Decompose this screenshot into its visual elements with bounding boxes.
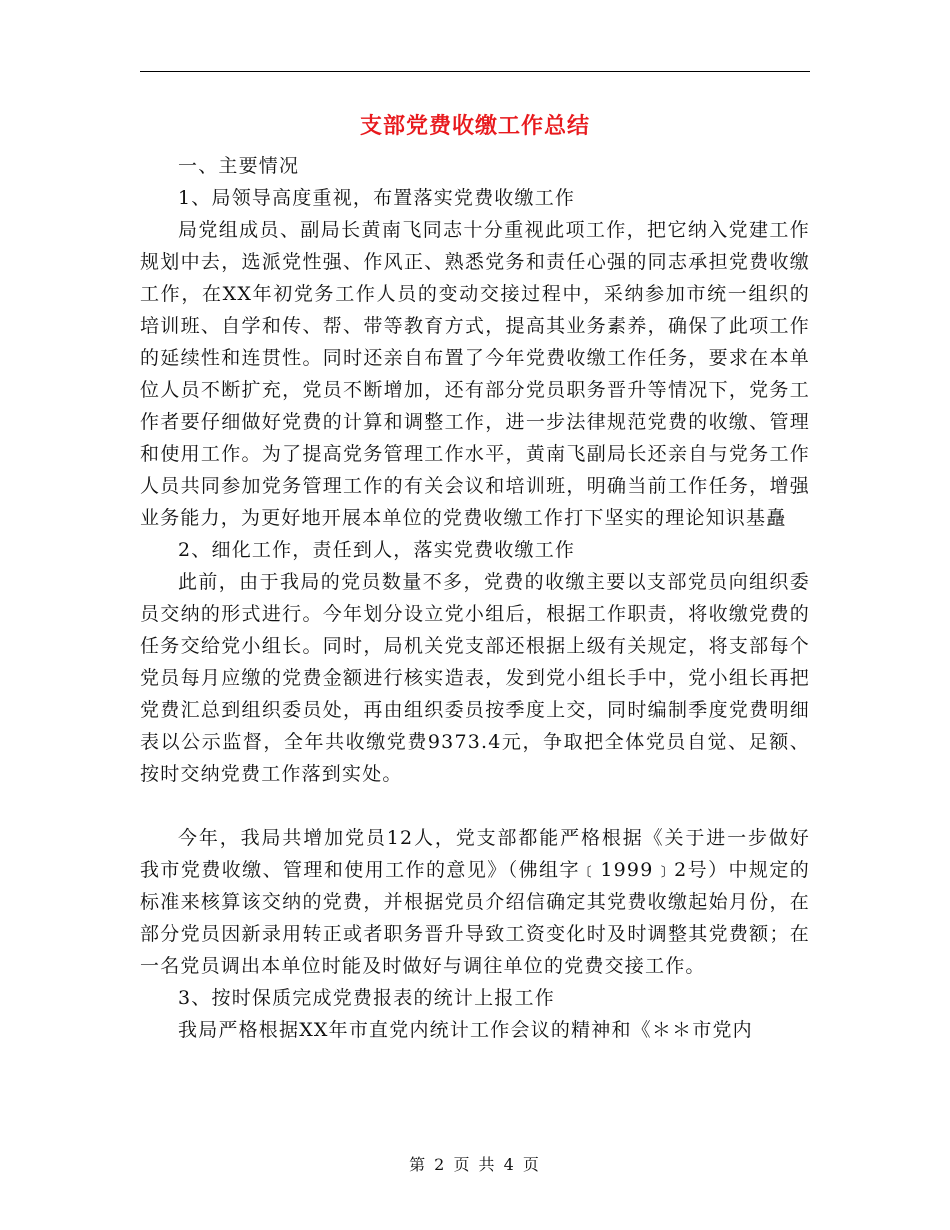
document-title: 支部党费收缴工作总结 [359, 113, 590, 139]
paragraph: 此前，由于我局的党员数量不多，党费的收缴主要以支部党员向组织委员交纳的形式进行。今年划分设立党小组后，根据工作职责，将收缴党费的任务交给党小组长。同时，局机关党支部还根据上级有关规定，将支部每个党员每月应缴的党费金额进行核实造表，发到党小组长手中，党小组长再把党费汇总到组织委员处，再由组织委员按季度上交，同时编制季度党费明细表以公示监督，全年共收缴党费9373.4元，争取把全体党员自觉、足额、按时交纳党费工作落到实处。 [140, 571, 810, 785]
subheading-1: 1、局领导高度重视，布置落实党费收缴工作 [178, 187, 576, 209]
paragraph: 我局严格根据XX年市直党内统计工作会议的精神和《＊＊市党内 [178, 1019, 753, 1041]
subheading-2: 2、细化工作，责任到人，落实党费收缴工作 [178, 539, 576, 561]
paragraph: 局党组成员、副局长黄南飞同志十分重视此项工作，把它纳入党建工作规划中去，选派党性强、作风正、熟悉党务和责任心强的同志承担党费收缴工作，在XX年初党务工作人员的变动交接过程中，采纳参加市统一组织的培训班、自学和传、帮、带等教育方式，提高其业务素养，确保了此项工作的延续性和连贯性。同时还亲自布置了今年党费收缴工作任务，要求在本单位人员不断扩充，党员不断增加，还有部分党员职务晋升等情况下，党务工作者要仔细做好党费的计算和调整工作，进一步法律规范党费的收缴、管理和使用工作。为了提高党务管理工作水平，黄南飞副局长还亲自与党务工作人员共同参加党务管理工作的有关会议和培训班，明确当前工作任务，增强业务能力，为更好地开展本单位的党费收缴工作打下坚实的理论知识基矗 [140, 219, 810, 529]
page-footer: 第 2 页 共 4 页 [409, 1155, 541, 1174]
header-rule [140, 71, 810, 72]
paragraph: 今年，我局共增加党员12人，党支部都能严格根据《关于进一步做好我市党费收缴、管理和使用工作的意见》（佛组字﹝1999﹞2号）中规定的标准来核算该交纳的党费，并根据党员介绍信确定其党费收缴起始月份，在部分党员因新录用转正或者职务晋升导致工资变化时及时调整其党费额；在一名党员调出本单位时能及时做好与调往单位的党费交接工作。 [140, 827, 810, 977]
section-heading-main-situation: 一、主要情况 [178, 155, 300, 177]
subheading-3: 3、按时保质完成党费报表的统计上报工作 [178, 987, 555, 1009]
document-body [140, 150, 810, 1046]
